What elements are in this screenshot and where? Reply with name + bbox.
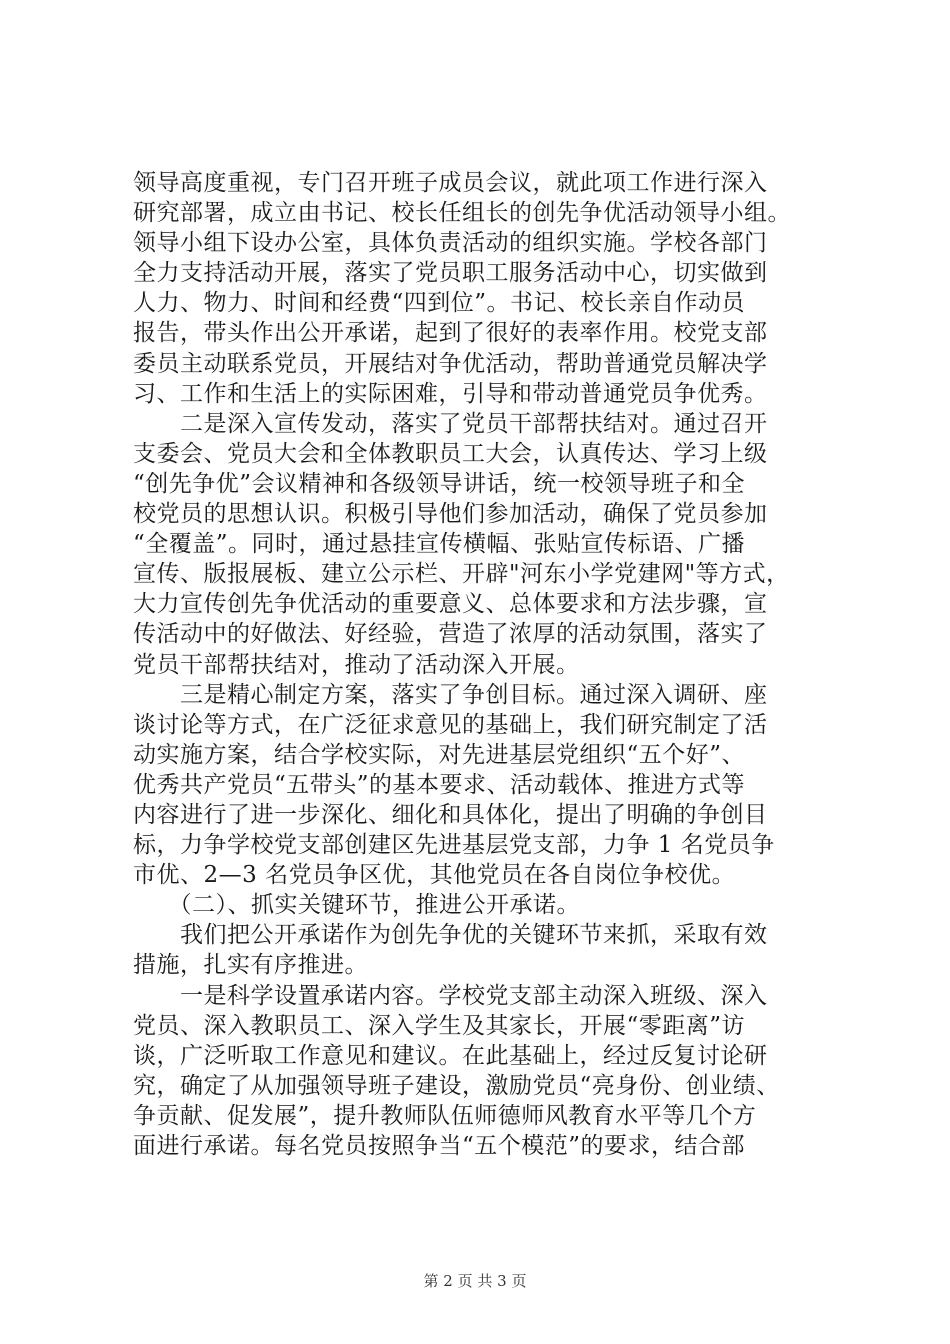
text-line: 谈讨论等方式，在广泛征求意见的基础上，我们研究制定了活 [133,711,768,738]
text-line: 党员、深入教职员工、深入学生及其家长，开展“零距离”访 [133,1012,746,1039]
text-line: 一是科学设置承诺内容。学校党支部主动深入班级、深入 [133,982,768,1009]
text-line: 谈，广泛听取工作意见和建议。在此基础上，经过反复讨论研 [133,1042,768,1069]
text-line: 争贡献、促发展”，提升教师队伍师德师风教育水平等几个方 [133,1102,757,1129]
text-line: 三是精心制定方案，落实了争创目标。通过深入调研、座 [133,681,768,708]
text-line: 二是深入宣传发动，落实了党员干部帮扶结对。通过召开 [133,410,768,437]
text-line: “全覆盖”。同时，通过悬挂宣传横幅、张贴宣传标语、广播 [133,531,746,558]
text-line: 宣传、版报展板、建立公示栏、开辟"河东小学党建网"等方式， [133,561,790,588]
text-line: 党员干部帮扶结对，推动了活动深入开展。 [133,651,580,678]
text-line: 内容进行了进一步深化、细化和具体化，提出了明确的争创目 [133,801,768,828]
text-line: 大力宣传创先争优活动的重要意义、总体要求和方法步骤，宣 [133,591,768,618]
text-line: 领导小组下设办公室，具体负责活动的组织实施。学校各部门 [133,230,768,257]
text-line: 动实施方案，结合学校实际，对先进基层党组织“五个好”、 [133,741,746,768]
text-line: 全力支持活动开展，落实了党员职工服务活动中心，切实做到 [133,260,768,287]
text-line: 标，力争学校党支部创建区先进基层党支部，力争 1 名党员争 [133,832,775,859]
text-line: “创先争优”会议精神和各级领导讲话，统一校领导班子和全 [133,470,746,497]
text-line: 措施，扎实有序推进。 [133,952,368,979]
text-line: 我们把公开承诺作为创先争优的关键环节来抓，采取有效 [133,922,768,949]
text-line: 人力、物力、时间和经费“四到位”。书记、校长亲自作动员 [133,290,746,317]
body-text [133,168,833,1161]
text-line: 领导高度重视，专门召开班子成员会议，就此项工作进行深入 [133,170,768,196]
text-line: 报告，带头作出公开承诺，起到了很好的表率作用。校党支部 [133,320,768,347]
text-line: 优秀共产党员“五带头”的基本要求、活动载体、推进方式等 [133,771,746,798]
text-line: 市优、2—3 名党员争区优，其他党员在各自岗位争校优。 [133,862,736,889]
text-line: 面进行承诺。每名党员按照争当“五个模范”的要求，结合部 [133,1133,746,1159]
text-line: 校党员的思想认识。积极引导他们参加活动，确保了党员参加 [133,501,768,528]
text-line: 传活动中的好做法、好经验，营造了浓厚的活动氛围，落实了 [133,621,768,648]
text-line: 支委会、党员大会和全体教职员工大会，认真传达、学习上级 [133,440,768,467]
page-footer: 第 2 页 共 3 页 [423,1272,527,1290]
text-line: 研究部署，成立由书记、校长任组长的创先争优活动领导小组。 [133,200,791,227]
text-line: 习、工作和生活上的实际困难，引导和带动普通党员争优秀。 [133,380,768,407]
text-line: 委员主动联系党员，开展结对争优活动，帮助普通党员解决学 [133,350,768,377]
text-line: （二）、抓实关键环节，推进公开承诺。 [133,892,580,919]
text-line: 究，确定了从加强领导班子建设，激励党员“亮身份、创业绩、 [133,1072,780,1099]
